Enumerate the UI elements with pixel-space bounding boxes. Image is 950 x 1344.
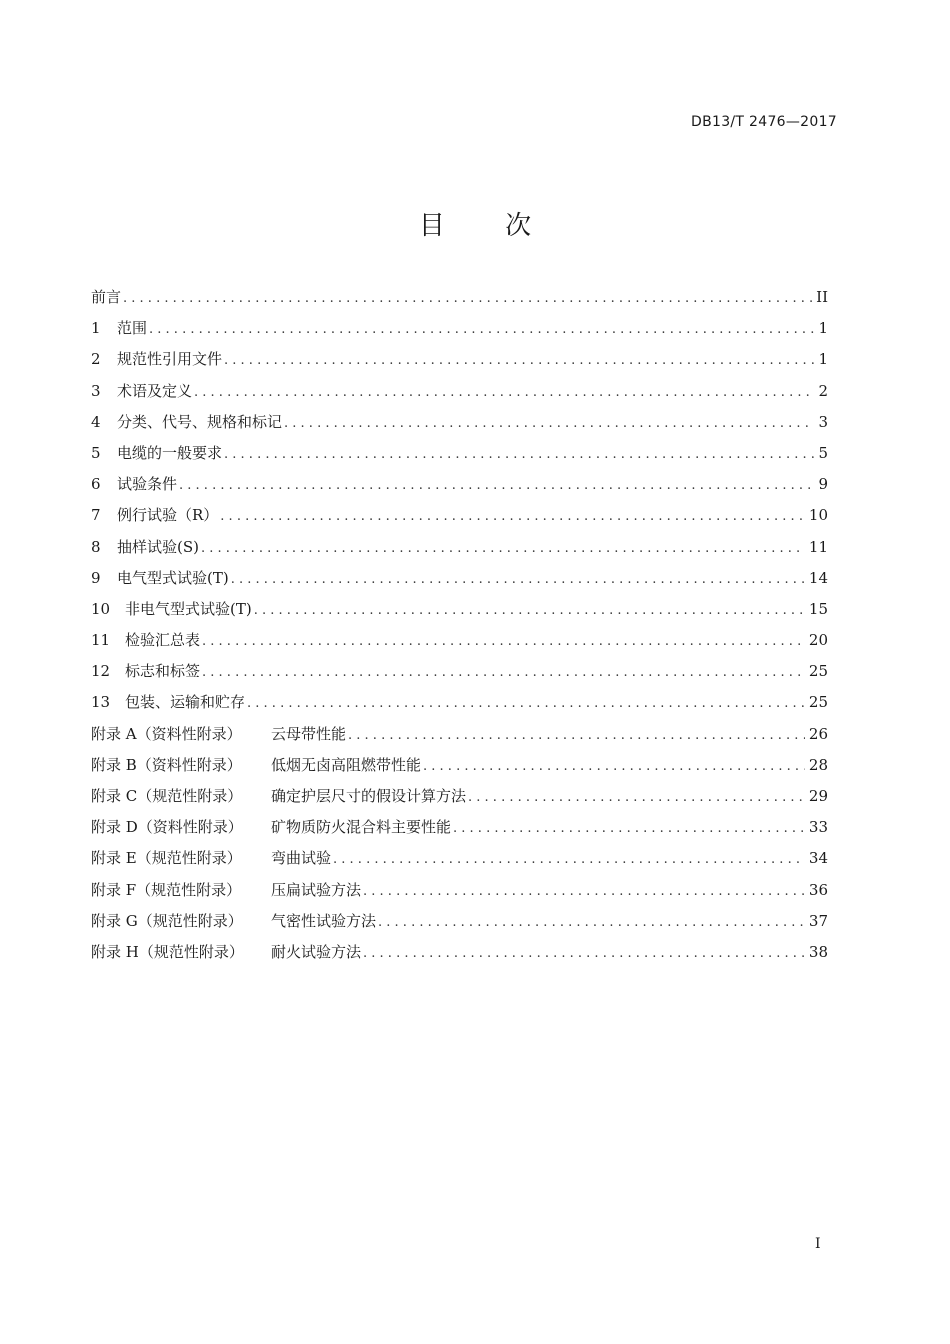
toc-annex-title: 压扁试验方法 [271, 880, 362, 899]
toc-entry-number: 6 [91, 475, 101, 494]
toc-entry-1[interactable] [91, 313, 828, 344]
toc-annex-label: 附录 A（资料性附录） [91, 724, 242, 743]
leader-dots [254, 595, 805, 626]
toc-annex-title: 云母带性能 [271, 724, 347, 743]
leader-dots [231, 564, 805, 595]
toc-annex-title: 确定护层尺寸的假设计算方法 [271, 787, 467, 805]
toc-entry-3[interactable] [91, 376, 828, 407]
toc-annex-title: 矿物质防火混合料主要性能 [271, 818, 452, 837]
toc-entry-page: 5 [818, 443, 828, 462]
toc-entry-page: 11 [808, 537, 828, 556]
toc-entry-6[interactable] [91, 469, 828, 500]
leader-dots [348, 720, 805, 751]
toc-entry-number: 12 [91, 662, 111, 681]
toc-annex-page: 38 [808, 942, 828, 961]
toc-entry-title: 范围 [117, 319, 148, 338]
toc-annex-e[interactable] [91, 843, 828, 874]
toc-entry-title: 抽样试验(S) [117, 537, 199, 556]
toc-entry-4[interactable] [91, 407, 828, 438]
toc-entry-11[interactable] [91, 625, 828, 656]
leader-dots [453, 813, 805, 844]
toc-annex-page: 33 [808, 818, 828, 837]
toc-entry-title: 非电气型式试验(T) [125, 599, 252, 618]
toc-annex-label: 附录 G（规范性附录） [91, 911, 243, 930]
toc-annex-page: 26 [808, 724, 828, 743]
toc-entry-page: 15 [808, 599, 828, 618]
toc-entry-2[interactable] [91, 344, 828, 375]
toc-entry-number: 13 [91, 693, 111, 712]
toc-entry-number: 1 [91, 319, 101, 338]
leader-dots [149, 314, 814, 345]
toc-entry-9[interactable] [91, 563, 828, 594]
toc-entry-number: 11 [91, 631, 111, 650]
toc-entry-page: II [816, 288, 828, 306]
leader-dots [123, 283, 812, 314]
toc-entry-page: 10 [808, 506, 828, 525]
page-number: I [815, 1236, 821, 1252]
toc-entry-title: 术语及定义 [117, 381, 193, 400]
toc-annex-f[interactable] [91, 875, 828, 906]
toc-annex-a[interactable] [91, 719, 828, 750]
leader-dots [363, 876, 805, 907]
toc-entry-number: 8 [91, 537, 101, 556]
toc-annex-title: 耐火试验方法 [271, 942, 362, 961]
toc-entry-page: 25 [808, 662, 828, 681]
leader-dots [202, 657, 805, 688]
leader-dots [224, 345, 814, 376]
toc-entry-number: 9 [91, 568, 101, 587]
toc-entry-page: 20 [808, 631, 828, 650]
toc-entry-page: 1 [818, 319, 828, 338]
toc-annex-page: 28 [808, 755, 828, 774]
toc-entry-7[interactable] [91, 500, 828, 531]
toc-entry-title: 前言 [91, 288, 122, 306]
toc-entry-title: 规范性引用文件 [117, 350, 223, 369]
toc-entry-8[interactable] [91, 532, 828, 563]
toc-entry-title: 分类、代号、规格和标记 [117, 412, 283, 431]
toc-entry-number: 3 [91, 381, 101, 400]
leader-dots [247, 688, 805, 719]
toc-annex-b[interactable] [91, 750, 828, 781]
leader-dots [220, 501, 805, 532]
toc-entry-number: 2 [91, 350, 101, 369]
toc-annex-c[interactable] [91, 781, 828, 812]
toc-annex-label: 附录 F（规范性附录） [91, 880, 242, 899]
toc-entry-title: 试验条件 [117, 475, 178, 494]
toc-annex-page: 34 [808, 849, 828, 868]
leader-dots [423, 751, 805, 782]
toc-entry-10[interactable] [91, 594, 828, 625]
toc-annex-label: 附录 B（资料性附录） [91, 755, 242, 774]
leader-dots [378, 907, 805, 938]
leader-dots [201, 533, 805, 564]
toc-annex-title: 低烟无卤高阻燃带性能 [271, 755, 422, 774]
leader-dots [179, 470, 814, 501]
toc-entry-page: 3 [818, 412, 828, 431]
toc-entry-number: 5 [91, 443, 101, 462]
toc-annex-g[interactable] [91, 906, 828, 937]
toc-entry-page: 2 [818, 381, 828, 400]
toc-list [91, 282, 828, 968]
toc-entry-title: 例行试验（R） [117, 506, 219, 525]
toc-title: 目 次 [418, 211, 558, 241]
toc-annex-page: 36 [808, 880, 828, 899]
toc-entry-title: 标志和标签 [125, 662, 201, 681]
toc-entry-number: 7 [91, 506, 101, 525]
toc-annex-title: 弯曲试验 [271, 849, 332, 868]
leader-dots [284, 408, 814, 439]
toc-entry-12[interactable] [91, 656, 828, 687]
leader-dots [194, 377, 814, 408]
leader-dots [468, 782, 805, 813]
toc-entry-number: 4 [91, 412, 101, 431]
toc-annex-label: 附录 D（资料性附录） [91, 818, 243, 837]
toc-entry-title: 电缆的一般要求 [117, 443, 223, 462]
toc-entry-page: 14 [808, 568, 828, 587]
toc-entry-foreword[interactable] [91, 282, 828, 313]
toc-annex-label: 附录 E（规范性附录） [91, 849, 242, 868]
toc-annex-d[interactable] [91, 812, 828, 843]
toc-entry-page: 9 [818, 475, 828, 494]
toc-entry-5[interactable] [91, 438, 828, 469]
toc-annex-label: 附录 H（规范性附录） [91, 942, 244, 961]
leader-dots [333, 844, 805, 875]
toc-entry-page: 25 [808, 693, 828, 712]
toc-entry-number: 10 [91, 599, 111, 618]
standard-code: DB13/T 2476—2017 [691, 114, 837, 130]
toc-annex-h[interactable] [91, 937, 828, 968]
toc-annex-page: 37 [808, 911, 828, 930]
toc-annex-page: 29 [808, 787, 828, 805]
toc-entry-page: 1 [818, 350, 828, 369]
leader-dots [224, 439, 814, 470]
toc-annex-label: 附录 C（规范性附录） [91, 787, 243, 805]
leader-dots [202, 626, 805, 657]
leader-dots [363, 938, 805, 969]
toc-entry-13[interactable] [91, 687, 828, 718]
toc-entry-title: 检验汇总表 [125, 631, 201, 650]
toc-entry-title: 电气型式试验(T) [117, 568, 229, 587]
toc-entry-title: 包装、运输和贮存 [125, 693, 246, 712]
toc-annex-title: 气密性试验方法 [271, 911, 377, 930]
